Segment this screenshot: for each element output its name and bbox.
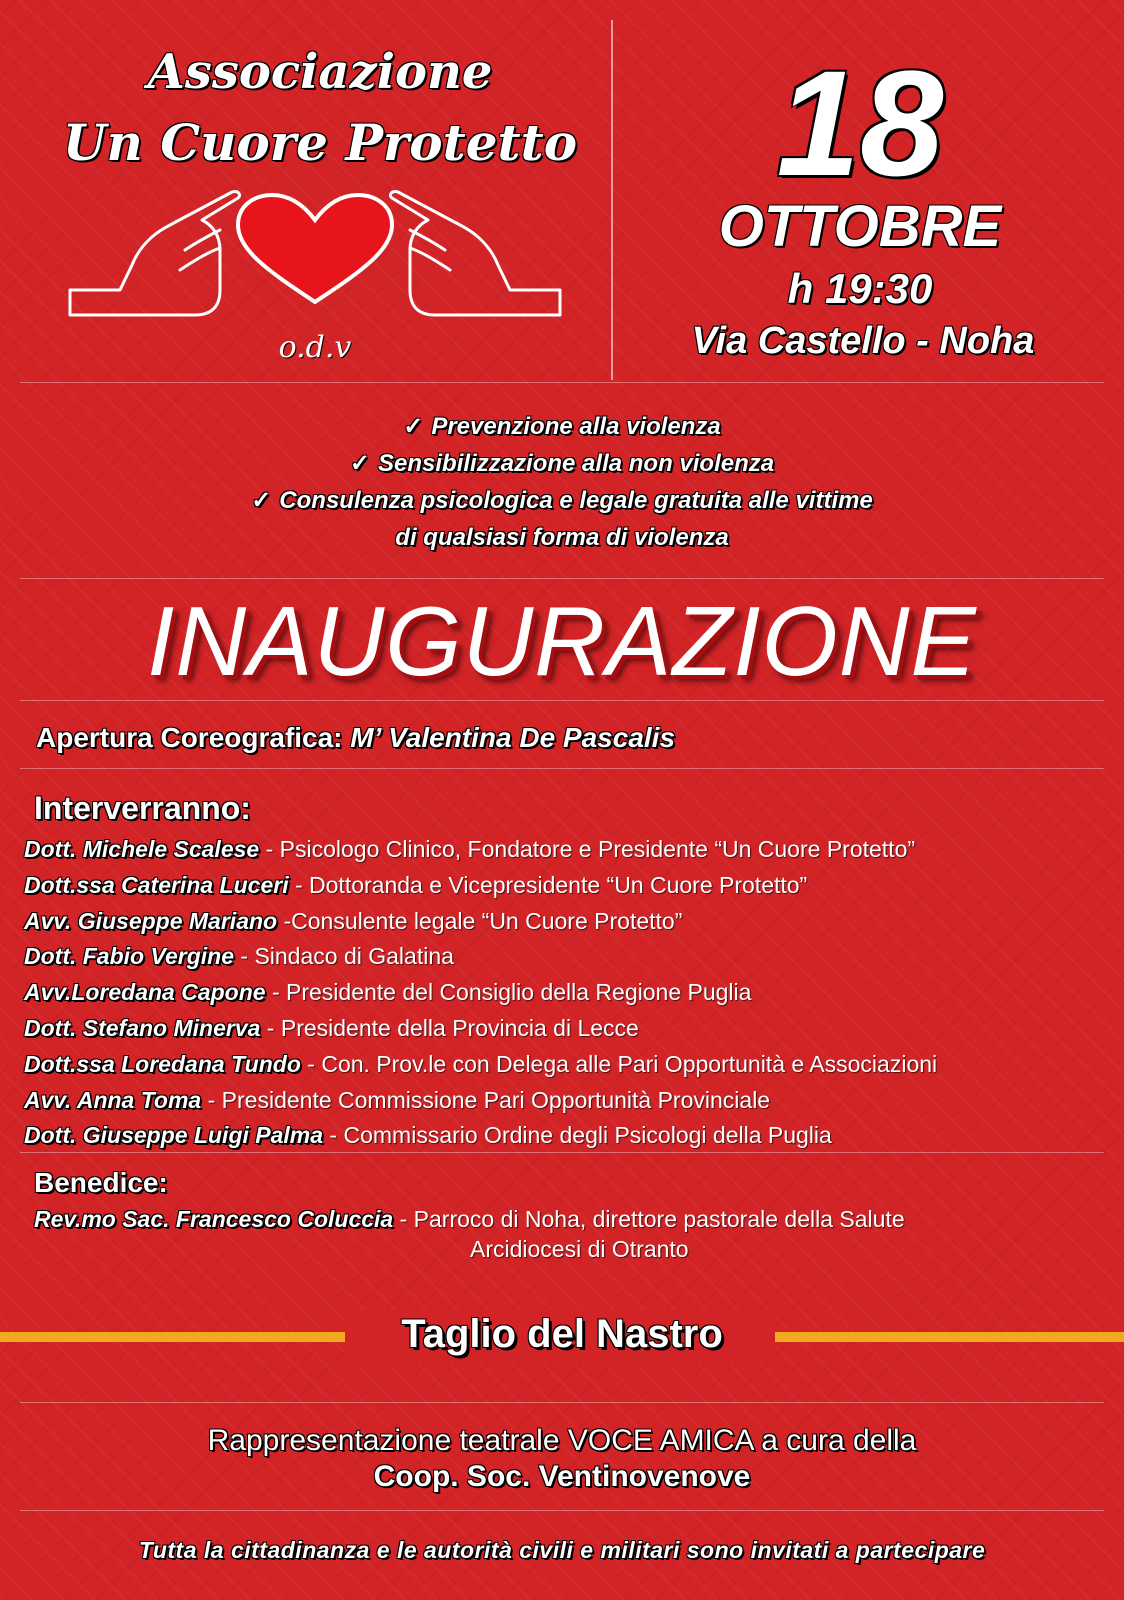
speaker-item	[24, 1047, 1124, 1083]
vertical-divider	[611, 20, 613, 380]
speaker-name: Dott.ssa Loredana Tundo	[24, 1050, 301, 1077]
theatre-line: Rappresentazione teatrale VOCE AMICA a cura della	[207, 1424, 917, 1457]
speaker-item	[24, 1083, 1124, 1119]
divider	[20, 578, 1104, 579]
logo-title-line2: Un Cuore Protetto	[62, 113, 578, 172]
speaker-name: Dott. Fabio Vergine	[24, 943, 234, 970]
speaker-role: - Psicologo Clinico, Fondatore e Presidente “Un Cuore Protetto”	[259, 836, 916, 862]
logo-title-line1: Associazione	[147, 44, 493, 100]
event-place: Via Castello - Noha	[691, 320, 1035, 362]
speaker-item	[24, 939, 1124, 975]
speaker-role: - Commissario Ordine degli Psicologi della Puglia	[323, 1122, 832, 1149]
logo-graphic	[60, 190, 570, 340]
speakers-heading: Interverranno:	[34, 790, 251, 826]
apertura-name: M’ Valentina De Pascalis	[350, 722, 676, 753]
speaker-item	[24, 832, 1124, 868]
divider	[20, 1152, 1104, 1153]
speaker-role: -Consulente legale “Un Cuore Protetto”	[277, 907, 683, 934]
speaker-role: - Dottoranda e Vicepresidente “Un Cuore Protetto”	[288, 871, 808, 898]
divider	[20, 382, 1104, 383]
logo-suffix: o.d.v	[278, 330, 352, 365]
divider	[20, 768, 1104, 769]
right-hand-icon	[390, 192, 560, 315]
speaker-name: Avv.Loredana Capone	[24, 979, 266, 1006]
blessing-role: - Parroco di Noha, direttore pastorale della Salute	[393, 1206, 905, 1232]
speaker-name: Avv. Anna Toma	[24, 1086, 202, 1113]
speaker-role: - Con. Prov.le con Delega alle Pari Opportunità e Associazioni	[300, 1050, 938, 1077]
event-day: 18	[776, 39, 944, 207]
speaker-item	[24, 868, 1124, 904]
speaker-name: Dott. Stefano Minerva	[24, 1014, 261, 1041]
speaker-name: Dott. Giuseppe Luigi Palma	[24, 1122, 324, 1149]
check-icon: ✓	[403, 413, 424, 440]
speaker-item	[24, 1011, 1124, 1047]
speaker-name: Avv. Giuseppe Mariano	[24, 907, 278, 934]
heart-icon	[238, 195, 392, 302]
apertura-label: Apertura Coreografica:	[36, 722, 343, 753]
speaker-name: Dott.ssa Caterina Luceri	[24, 871, 289, 898]
divider	[20, 1402, 1104, 1403]
service-item: ✓ Sensibilizzazione alla non violenza	[349, 450, 775, 477]
service-item: ✓ Prevenzione alla violenza	[403, 413, 721, 440]
blessing-role-line2: Arcidiocesi di Otranto	[470, 1236, 689, 1262]
divider	[20, 700, 1104, 701]
check-icon: ✓	[251, 487, 272, 514]
invitation-footer: Tutta la cittadinanza e le autorità civili e militari sono invitati a partecipare	[138, 1537, 986, 1563]
speaker-role: - Sindaco di Galatina	[234, 943, 454, 970]
service-item-continuation: di qualsiasi forma di violenza	[395, 524, 729, 551]
services-list	[0, 408, 1124, 556]
speaker-item	[24, 975, 1124, 1011]
speaker-role: - Presidente della Provincia di Lecce	[260, 1014, 639, 1041]
speaker-role: - Presidente Commissione Pari Opportunità Provinciale	[201, 1086, 771, 1113]
event-time: h 19:30	[787, 265, 933, 312]
blessing-line	[34, 1202, 1124, 1236]
event-month: OTTOBRE	[718, 194, 1002, 259]
divider	[20, 1510, 1104, 1511]
speaker-item	[24, 1118, 1124, 1154]
blessing-name: Rev.mo Sac. Francesco Coluccia	[34, 1206, 394, 1232]
speaker-item	[24, 904, 1124, 940]
cooperative-name: Coop. Soc. Ventinovenove	[373, 1460, 751, 1493]
speakers-list	[24, 832, 1124, 1154]
page-title: INAUGURAZIONE	[147, 586, 977, 696]
ribbon-cutting-heading: Taglio del Nastro	[401, 1312, 723, 1356]
service-item: ✓ Consulenza psicologica e legale gratuita alle vittime	[251, 487, 873, 514]
speaker-role: - Presidente del Consiglio della Regione Puglia	[265, 979, 752, 1006]
speaker-name: Dott. Michele Scalese	[24, 836, 260, 862]
check-icon: ✓	[349, 450, 370, 477]
left-hand-icon	[70, 192, 240, 315]
blessing-heading: Benedice:	[34, 1167, 168, 1198]
apertura-line	[36, 722, 675, 754]
